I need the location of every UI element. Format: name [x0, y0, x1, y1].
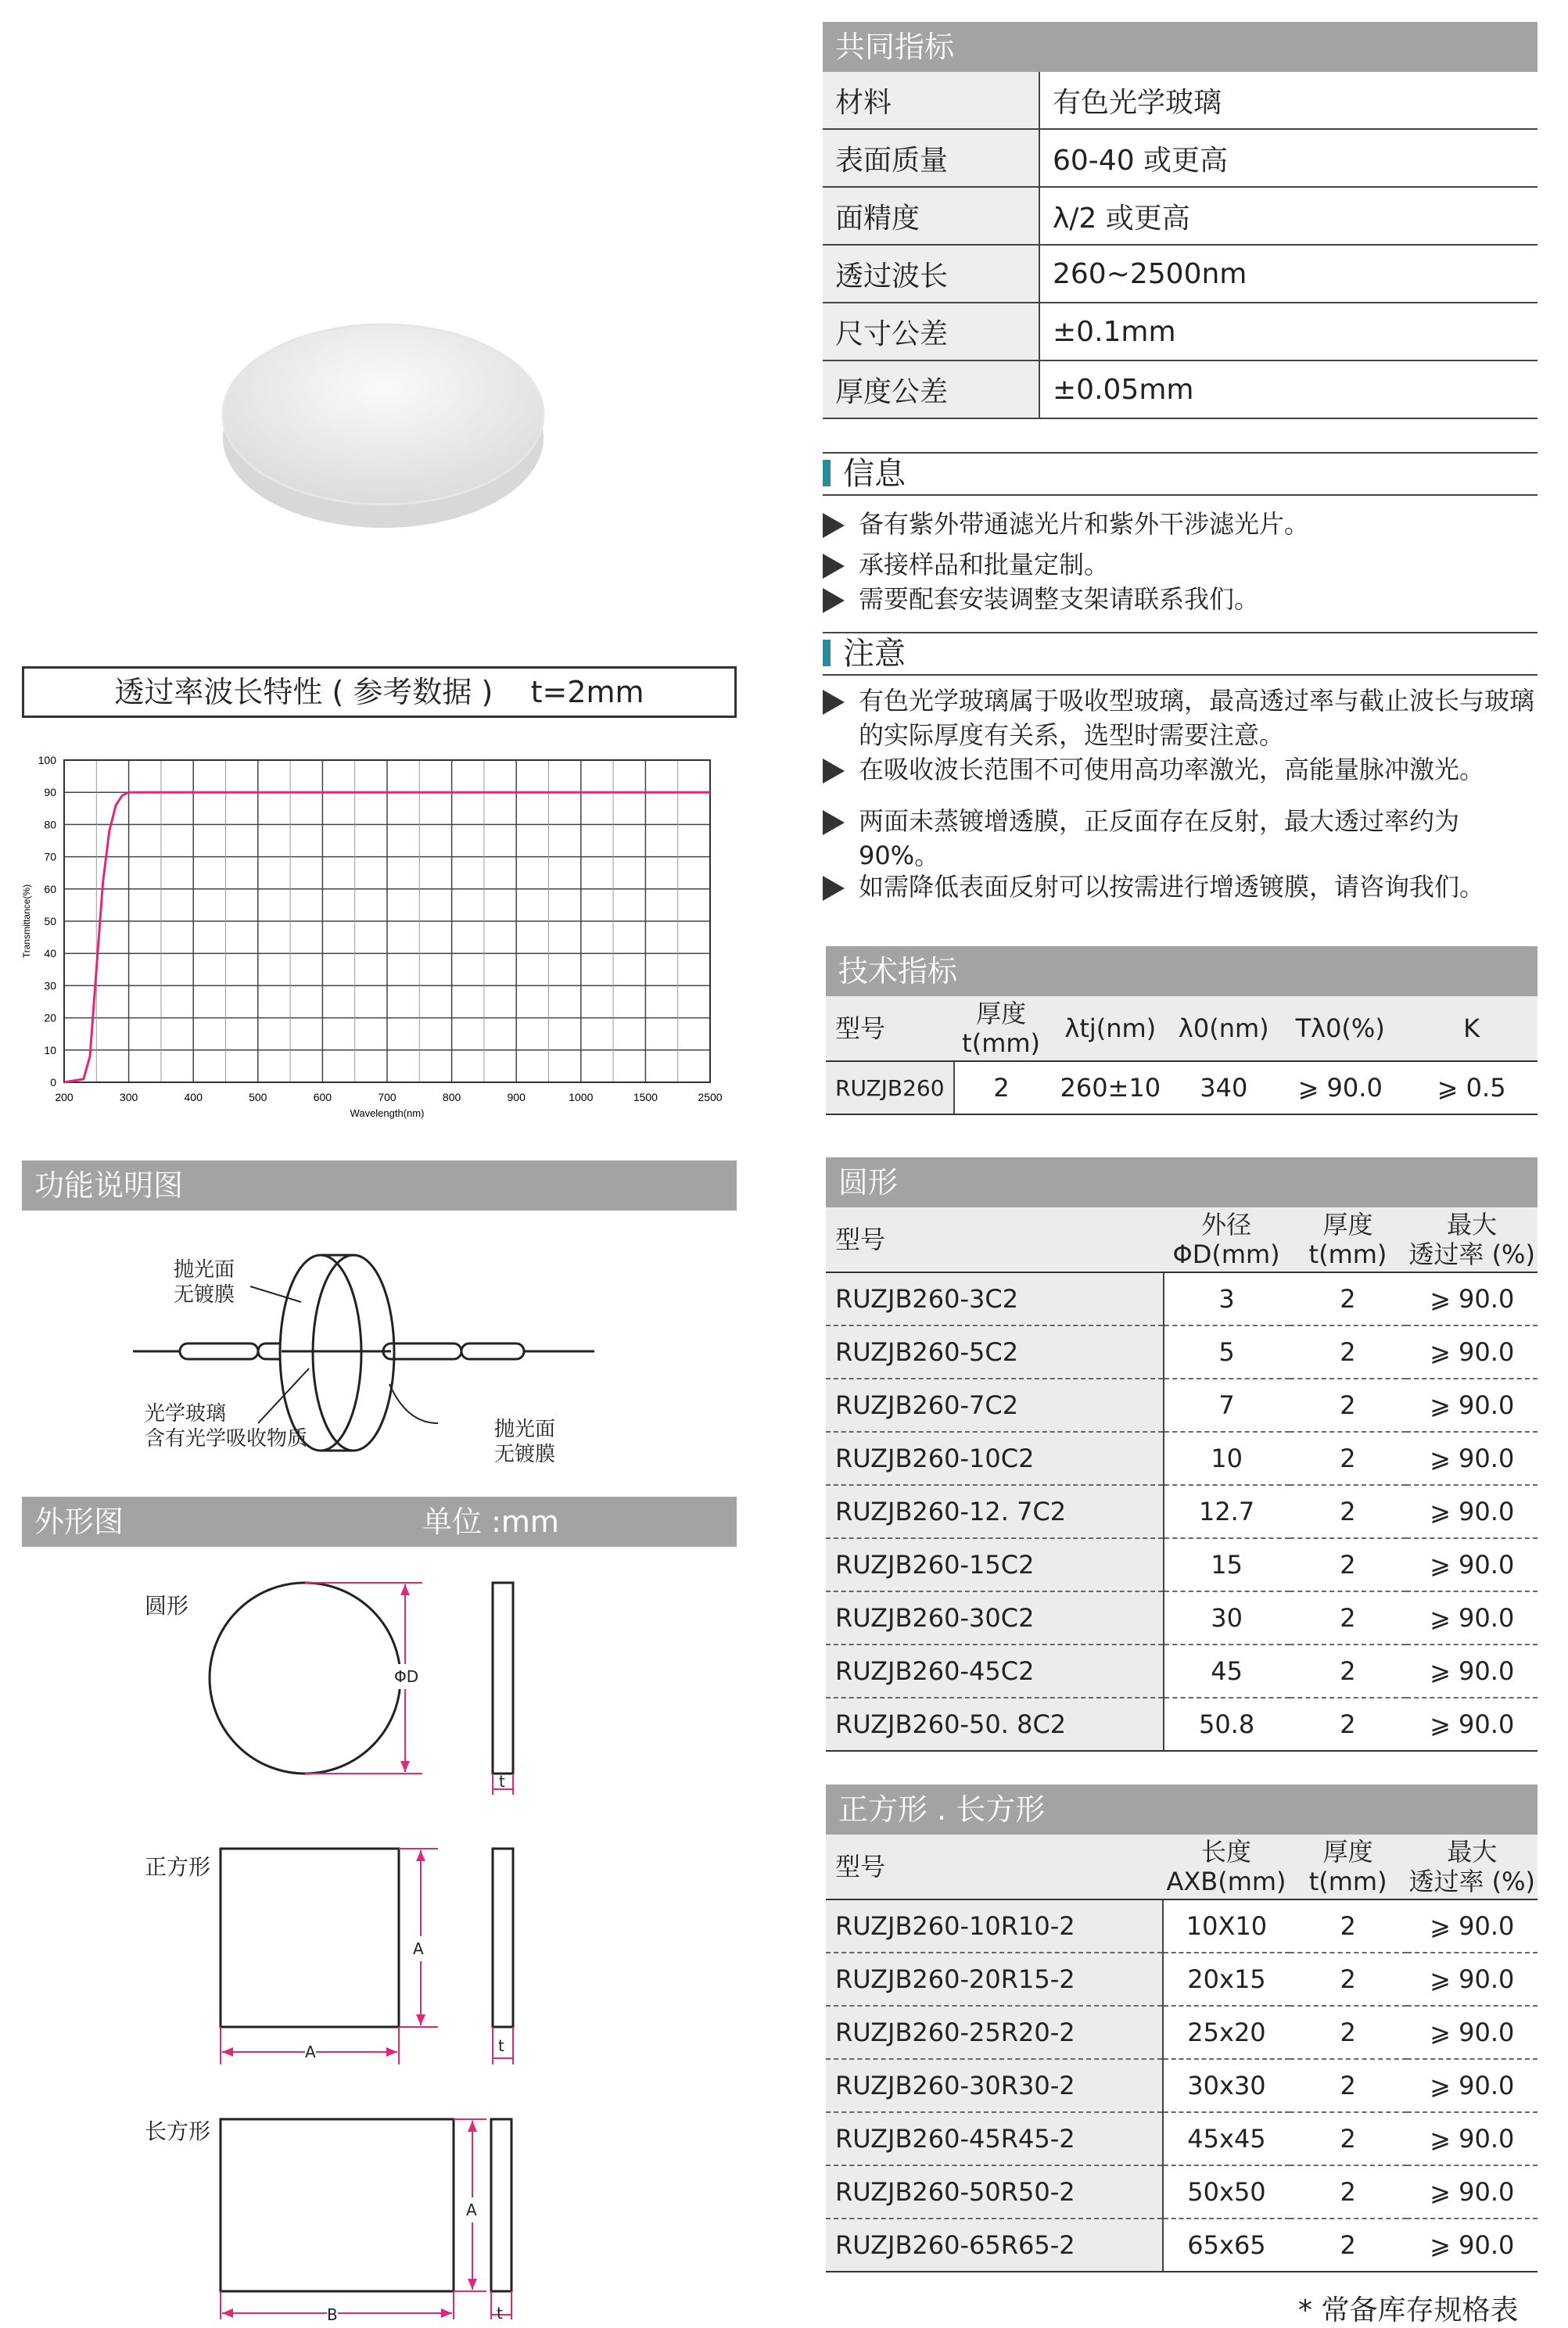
- rect-label: 长方形: [145, 2118, 211, 2144]
- table-cell: 12.7: [1164, 1485, 1290, 1538]
- table-row: [826, 2219, 1538, 2272]
- spec-value: ±0.05mm: [1039, 360, 1538, 418]
- stock-footnote: * 常备库存规格表: [1298, 2294, 1519, 2326]
- bullet-item: 承接样品和批量定制。: [823, 547, 1538, 582]
- column-header: 最大 透过率 (%): [1407, 1835, 1538, 1899]
- table-cell: 2: [1290, 1325, 1407, 1379]
- table-cell: 2: [1290, 1698, 1407, 1751]
- table-cell: 45: [1164, 1645, 1290, 1698]
- square-label: 正方形: [145, 1854, 211, 1880]
- table-cell: 3: [1164, 1272, 1290, 1325]
- y-tick-label: 100: [38, 754, 56, 766]
- table-row: [826, 2112, 1538, 2165]
- x-tick-label: 700: [378, 1091, 396, 1103]
- table-cell: 25x20: [1163, 2006, 1290, 2059]
- column-header: 厚度 t(mm): [1290, 1835, 1407, 1899]
- x-tick-label: 600: [313, 1091, 332, 1103]
- table-cell: ⩾ 90.0: [1407, 2112, 1538, 2165]
- table-row: [826, 2006, 1538, 2059]
- table-cell: 2: [1290, 2219, 1407, 2272]
- table-cell: 5: [1164, 1325, 1290, 1379]
- table-cell: ⩾ 90.0: [1406, 1591, 1538, 1645]
- table-cell: ⩾ 90.0: [1407, 2165, 1538, 2219]
- x-tick-label: 900: [507, 1091, 526, 1103]
- table-row: [826, 1698, 1538, 1751]
- y-tick-label: 30: [44, 979, 56, 992]
- bullet-item: 如需降低表面反射可以按需进行增透镀膜，请咨询我们。: [823, 870, 1538, 904]
- table-cell: ⩾ 90.0: [1406, 1698, 1538, 1751]
- x-tick-label: 300: [119, 1091, 138, 1103]
- rect-b-label: B: [327, 2302, 338, 2327]
- table-header-row: [826, 1207, 1538, 1272]
- table-header-row: [826, 996, 1538, 1061]
- round-spec-header: 圆形: [826, 1157, 1538, 1207]
- spec-key: 透过波长: [823, 245, 1039, 303]
- x-tick-label: 400: [184, 1091, 203, 1103]
- table-row: [826, 1432, 1538, 1485]
- rect-spec-header: 正方形 . 长方形: [826, 1785, 1538, 1835]
- column-header: λtj(nm): [1048, 996, 1172, 1061]
- table-cell: 2: [1290, 2112, 1407, 2165]
- table-cell: RUZJB260: [826, 1061, 954, 1114]
- x-tick-label: 1500: [633, 1091, 658, 1103]
- table-cell: 50.8: [1164, 1698, 1290, 1751]
- table-cell: ⩾ 90.0: [1406, 1645, 1538, 1698]
- table-cell: 2: [954, 1061, 1048, 1114]
- table-cell: 20x15: [1163, 1953, 1290, 2006]
- rect-drawing: [211, 2108, 540, 2327]
- table-row: [826, 2059, 1538, 2112]
- table-row: [826, 1379, 1538, 1432]
- common-spec-header: 共同指标: [823, 22, 1538, 72]
- tech-spec-header: 技术指标: [826, 946, 1538, 996]
- table-cell: 65x65: [1163, 2219, 1290, 2272]
- transmittance-chart: [16, 743, 751, 1134]
- rect-t-label: t: [497, 2304, 503, 2323]
- table-cell: RUZJB260-10R10-2: [826, 1899, 1163, 1953]
- table-cell: ⩾ 90.0: [1406, 1272, 1538, 1325]
- table-cell: ⩾ 90.0: [1407, 2219, 1538, 2272]
- column-header: K: [1405, 996, 1538, 1061]
- column-header: λ0(nm): [1172, 996, 1275, 1061]
- table-cell: RUZJB260-25R20-2: [826, 2006, 1163, 2059]
- bullet-item: 需要配套安装调整支架请联系我们。: [823, 582, 1538, 616]
- table-cell: 50x50: [1163, 2165, 1290, 2219]
- x-tick-label: 1000: [569, 1091, 594, 1103]
- x-axis-label: Wavelength(nm): [350, 1107, 425, 1119]
- column-header: 最大 透过率 (%): [1406, 1207, 1538, 1272]
- spec-key: 面精度: [823, 187, 1039, 245]
- table-row: [826, 1591, 1538, 1645]
- table-cell: RUZJB260-50. 8C2: [826, 1698, 1164, 1751]
- tech-spec-table: [826, 996, 1538, 1115]
- y-tick-label: 80: [44, 818, 56, 831]
- table-row: [826, 1485, 1538, 1538]
- table-cell: RUZJB260-12. 7C2: [826, 1485, 1164, 1538]
- table-row: [826, 1953, 1538, 2006]
- table-cell: 2: [1290, 1645, 1407, 1698]
- label-optical-glass: 光学玻璃 含有光学吸收物质: [145, 1402, 308, 1451]
- column-header: 型号: [826, 1835, 1163, 1899]
- common-spec-table: [823, 72, 1538, 419]
- bullet-item: 有色光学玻璃属于吸收型玻璃，最高透过率与截止波长与玻璃的实际厚度有关系，选型时需要注意。: [823, 683, 1538, 752]
- spec-key: 厚度公差: [823, 360, 1039, 418]
- table-cell: 340: [1172, 1061, 1275, 1114]
- table-cell: 2: [1290, 1591, 1407, 1645]
- column-header: 厚度 t(mm): [1290, 1207, 1407, 1272]
- table-cell: 260±10: [1048, 1061, 1172, 1114]
- table-header-row: [826, 1835, 1538, 1899]
- table-cell: 2: [1290, 2165, 1407, 2219]
- square-t-label: t: [498, 2036, 504, 2055]
- table-cell: 10X10: [1163, 1899, 1290, 1953]
- spec-value: λ/2 或更高: [1039, 187, 1538, 245]
- spec-value: 260~2500nm: [1039, 245, 1538, 303]
- table-cell: ⩾ 90.0: [1406, 1379, 1538, 1432]
- chart-title: 透过率波长特性 ( 参考数据 ) t=2mm: [22, 666, 737, 718]
- table-row: [826, 1538, 1538, 1591]
- y-tick-label: 70: [44, 850, 56, 863]
- round-label: 圆形: [145, 1593, 189, 1619]
- x-tick-label: 500: [249, 1091, 267, 1103]
- rect-a-label: A: [466, 2197, 477, 2222]
- table-cell: RUZJB260-15C2: [826, 1538, 1164, 1591]
- table-cell: 2: [1290, 1272, 1407, 1325]
- round-spec-table: [826, 1207, 1538, 1752]
- spec-value: ±0.1mm: [1039, 303, 1538, 360]
- round-drawing: [203, 1572, 532, 1799]
- diameter-label: ΦD: [394, 1664, 418, 1689]
- x-tick-label: 2500: [698, 1091, 723, 1103]
- spec-key: 尺寸公差: [823, 303, 1039, 360]
- table-cell: 10: [1164, 1432, 1290, 1485]
- column-header: 长度 AXB(mm): [1163, 1835, 1290, 1899]
- column-header: 厚度 t(mm): [954, 996, 1048, 1061]
- table-cell: 2: [1290, 1899, 1407, 1953]
- label-polished-face-2: 抛光面 无镀膜: [494, 1418, 556, 1466]
- y-tick-label: 90: [44, 786, 56, 799]
- table-cell: ⩾ 90.0: [1407, 1899, 1538, 1953]
- spec-row: [823, 303, 1538, 360]
- column-header: 型号: [826, 1207, 1164, 1272]
- table-row: [826, 2165, 1538, 2219]
- spec-row: [823, 72, 1538, 129]
- table-cell: ⩾ 90.0: [1407, 1953, 1538, 2006]
- table-row: [826, 1061, 1538, 1114]
- label-polished-face-1: 抛光面 无镀膜: [174, 1258, 235, 1307]
- table-cell: RUZJB260-65R65-2: [826, 2219, 1163, 2272]
- table-cell: RUZJB260-45R45-2: [826, 2112, 1163, 2165]
- table-cell: ⩾ 90.0: [1406, 1325, 1538, 1379]
- x-tick-label: 800: [442, 1091, 461, 1103]
- notes-header: 注意: [823, 632, 1538, 676]
- y-tick-label: 20: [44, 1011, 56, 1024]
- table-cell: ⩾ 90.0: [1406, 1538, 1538, 1591]
- product-photo: [211, 282, 555, 547]
- function-section-header: 功能说明图: [22, 1160, 737, 1211]
- spec-row: [823, 245, 1538, 303]
- rect-spec-table: [826, 1835, 1538, 2272]
- table-cell: RUZJB260-30R30-2: [826, 2059, 1163, 2112]
- table-cell: 2: [1290, 2006, 1407, 2059]
- x-tick-label: 200: [55, 1091, 74, 1103]
- spec-value: 有色光学玻璃: [1039, 72, 1538, 129]
- table-cell: RUZJB260-10C2: [826, 1432, 1164, 1485]
- bullet-item: 两面未蒸镀增透膜，正反面存在反射，最大透过率约为90%。: [823, 804, 1538, 873]
- table-row: [826, 1325, 1538, 1379]
- round-t-label: t: [499, 1772, 505, 1791]
- outline-section-header: [22, 1497, 737, 1547]
- table-cell: RUZJB260-50R50-2: [826, 2165, 1163, 2219]
- table-cell: ⩾ 0.5: [1405, 1061, 1538, 1114]
- square-a-horizontal: A: [305, 2039, 316, 2064]
- table-cell: ⩾ 90.0: [1407, 2059, 1538, 2112]
- spec-row: [823, 360, 1538, 418]
- table-cell: RUZJB260-5C2: [826, 1325, 1164, 1379]
- table-cell: 2: [1290, 1432, 1407, 1485]
- table-cell: ⩾ 90.0: [1406, 1485, 1538, 1538]
- table-cell: RUZJB260-7C2: [826, 1379, 1164, 1432]
- table-row: [826, 1645, 1538, 1698]
- y-tick-label: 50: [44, 915, 56, 927]
- table-cell: ⩾ 90.0: [1406, 1432, 1538, 1485]
- y-axis-label: Transmittance(%): [21, 884, 32, 959]
- y-tick-label: 0: [50, 1076, 56, 1089]
- table-cell: RUZJB260-45C2: [826, 1645, 1164, 1698]
- table-cell: 30x30: [1163, 2059, 1290, 2112]
- table-cell: 7: [1164, 1379, 1290, 1432]
- table-cell: 15: [1164, 1538, 1290, 1591]
- spec-row: [823, 187, 1538, 245]
- outline-unit: 单位 :mm: [422, 1505, 559, 1539]
- square-a-vertical: A: [413, 1936, 424, 1961]
- column-header: 外径 ΦD(mm): [1164, 1207, 1290, 1272]
- table-cell: RUZJB260-20R15-2: [826, 1953, 1163, 2006]
- spec-key: 材料: [823, 72, 1039, 129]
- table-cell: 45x45: [1163, 2112, 1290, 2165]
- table-cell: 2: [1290, 1485, 1407, 1538]
- table-cell: 2: [1290, 1953, 1407, 2006]
- table-cell: ⩾ 90.0: [1407, 2006, 1538, 2059]
- column-header: 型号: [826, 996, 954, 1061]
- table-row: [826, 1899, 1538, 1953]
- info-header: 信息: [823, 452, 1538, 496]
- table-cell: 2: [1290, 2059, 1407, 2112]
- spec-key: 表面质量: [823, 129, 1039, 187]
- column-header: Tλ0(%): [1275, 996, 1405, 1061]
- y-tick-label: 60: [44, 882, 56, 895]
- table-cell: RUZJB260-3C2: [826, 1272, 1164, 1325]
- outline-title: 外形图: [34, 1505, 124, 1539]
- spec-value: 60-40 或更高: [1039, 129, 1538, 187]
- table-cell: RUZJB260-30C2: [826, 1591, 1164, 1645]
- square-drawing: [211, 1838, 540, 2080]
- y-tick-label: 10: [44, 1043, 56, 1056]
- bullet-item: 备有紫外带通滤光片和紫外干涉滤光片。: [823, 507, 1538, 541]
- table-cell: 30: [1164, 1591, 1290, 1645]
- table-cell: 2: [1290, 1538, 1407, 1591]
- spec-row: [823, 129, 1538, 187]
- y-tick-label: 40: [44, 947, 56, 960]
- bullet-item: 在吸收波长范围不可使用高功率激光，高能量脉冲激光。: [823, 752, 1538, 787]
- table-cell: 2: [1290, 1379, 1407, 1432]
- table-row: [826, 1272, 1538, 1325]
- table-cell: ⩾ 90.0: [1275, 1061, 1405, 1114]
